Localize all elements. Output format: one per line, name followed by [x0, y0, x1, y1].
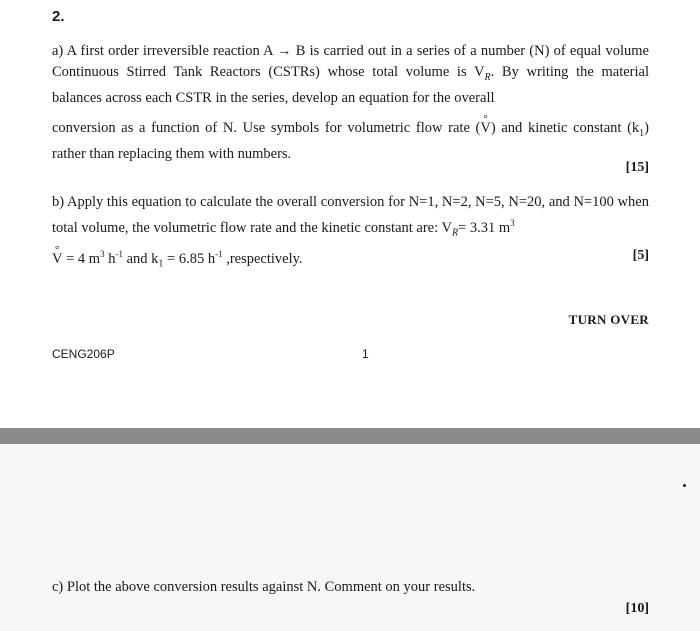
- part-b-text7: ,respectively.: [222, 250, 303, 267]
- page-separator: [0, 428, 700, 444]
- inverse-superscript-b: -1: [215, 248, 223, 259]
- exam-page-2: [0, 444, 700, 631]
- part-b-text5: and k: [122, 250, 159, 267]
- k-subscript-b: 1: [158, 258, 164, 270]
- stray-dot: [683, 484, 686, 487]
- page-number: 1: [362, 347, 369, 361]
- cube-superscript: 3: [510, 218, 515, 228]
- vr-subscript-b: R: [451, 227, 459, 239]
- part-b-text: [52, 192, 649, 274]
- part-a-line1-end: . By writing the material balances across each CSTR in the series, develop an equation for the overall: [52, 64, 649, 106]
- part-a-text: [52, 41, 649, 109]
- part-a-line1: a) A first order irreversible reaction A → B is carried out in a series of a number (N) of equal volume Continuous Stirred Tank Reactors (CSTRs) whose total volume is V: [52, 43, 649, 80]
- part-b-text2: = 3.31 m: [458, 219, 511, 236]
- part-c-marks: [10]: [625, 601, 649, 616]
- inverse-superscript: -1: [115, 248, 123, 259]
- part-a-marks: [15]: [625, 160, 649, 175]
- cube-superscript-b: 3: [100, 248, 105, 259]
- course-code: CENG206P: [52, 347, 115, 361]
- part-a-line2-start: conversion as a function of N. Use symbols for volumetric flow rate (: [52, 120, 481, 136]
- part-b-text1: b) Apply this equation to calculate the overall conversion for N=1, N=2, N=5, N=20, and N=100 when total volume, the volumetric flow rate and the kinetic constant are: V: [52, 194, 649, 236]
- vr-subscript: R: [484, 71, 491, 83]
- k-subscript: 1: [639, 127, 645, 139]
- part-b-text3: = 4 m: [62, 250, 101, 267]
- part-b-text4: h: [104, 250, 116, 267]
- part-a-line2-mid: ) and kinetic constant (k: [490, 120, 640, 136]
- volumetric-flow-symbol: ° V: [480, 118, 490, 139]
- volumetric-flow-symbol-b: ° V: [52, 249, 62, 270]
- part-c-text: c) Plot the above conversion results against N. Comment on your results.: [52, 579, 476, 595]
- part-a-line2-end: ) rather than replacing them with numbers.: [52, 120, 650, 162]
- part-b-text6: = 6.85 h: [163, 250, 216, 267]
- part-a-text-cont: [52, 118, 649, 165]
- part-b-marks: [5]: [632, 248, 649, 263]
- question-number: 2.: [52, 8, 65, 25]
- turn-over-label: TURN OVER: [568, 312, 649, 327]
